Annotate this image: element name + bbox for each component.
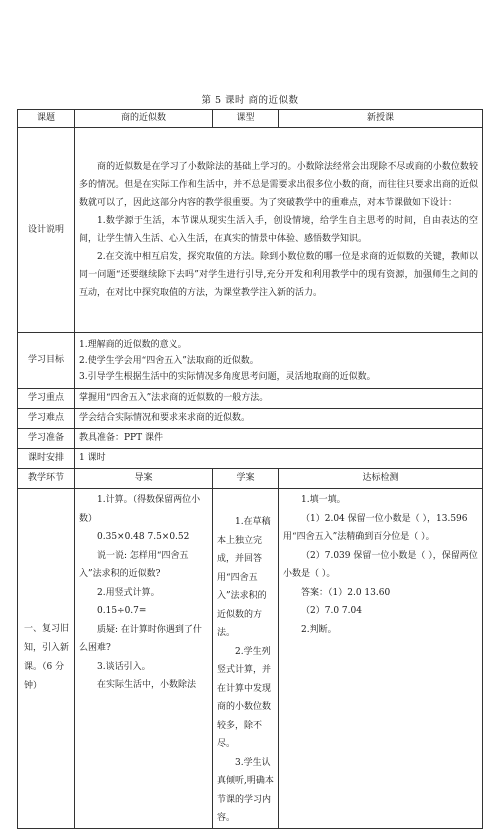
guide-header: 导案 (75, 469, 213, 489)
design-paragraph: 1.数学源于生活，本节课从现实生活入手，创设情境，给学生自主思考的时间，自由表达的空间，让学生情入生活、心入生活，在真实的情景中体验、感悟数学知识。 (79, 216, 479, 244)
lesson-plan-table (17, 109, 483, 829)
goals-row (18, 333, 483, 389)
design-paragraph: 商的近似数是在学习了小数除法的基础上学习的。小数除法经常会出现除不尽或商的小数位数较多的情况。但是在实际工作和生活中，并不总是需要求出很多位小数的商，而往往只要求出商的近似数就可以了，因此这部分内容的教学很重要。为了突破教学中的重难点，对本节课做如下设计： (79, 162, 479, 208)
type-value: 新授课 (279, 110, 483, 128)
key-point-label: 学习重点 (18, 389, 75, 409)
guide-line: 在实际生活中，小数除法 (97, 680, 197, 690)
check-line: （2）7.039 保留一位小数是（ ），保留两位小数是（ ）。 (283, 550, 478, 579)
schedule-label: 课时安排 (18, 449, 75, 469)
guide-line: 0.35×0.48 7.5×0.52 (97, 532, 190, 542)
topic-value: 商的近似数 (75, 110, 213, 128)
goal-item: 1.理解商的近似数的意义。 (79, 339, 187, 350)
guide-line: 说一说: 怎样用“四舍五入”法求积的近似数? (79, 550, 189, 579)
prep-row (18, 429, 483, 449)
difficulty-row (18, 409, 483, 429)
learn-line: 3.学生认真倾听,明确本节课的学习内容。 (217, 757, 274, 823)
learn-header: 学案 (213, 469, 279, 489)
design-paragraph: 2.在交流中相互启发，探究取值的方法。除到小数位数的哪一位是求商的近似数的关键，教师以同一问题“还要继续除下去吗”对学生进行引导,充分开发和利用教学中的现有资源，加强师生之间的互动，在对比中探究取值的方法，为课堂教学注入新的活力。 (79, 252, 479, 298)
check-line: 答案：（1）2.0 13.60 (301, 587, 391, 598)
check-line: （1）2.04 保留一位小数是（ ），13.596 用“四舍五入”法精确到百分位是（ ）。 (283, 513, 468, 542)
guide-line: 3.谈话引入。 (97, 661, 151, 672)
schedule-value: 1 课时 (75, 449, 483, 469)
stage-header: 教学环节 (18, 469, 75, 489)
guide-line: 0.15÷0.7= (97, 606, 147, 616)
learn-cell (213, 489, 279, 829)
goal-item: 3.引导学生根据生活中的实际情况多角度思考问题，灵活地取商的近似数。 (79, 371, 376, 382)
difficulty-value: 学会结合实际情况和要求来求商的近似数。 (75, 409, 483, 429)
schedule-row (18, 449, 483, 469)
goals-content (75, 333, 483, 389)
columns-header-row (18, 469, 483, 489)
check-header: 达标检测 (279, 469, 483, 489)
guide-line: 2.用竖式计算。 (97, 587, 160, 598)
design-label: 设计说明 (18, 128, 75, 333)
lesson-title: 第 5 课时 商的近似数 (201, 95, 299, 106)
prep-label: 学习准备 (18, 429, 75, 449)
header-row (18, 110, 483, 128)
check-line: （2）7.0 7.04 (301, 606, 362, 616)
goal-item: 2.使学生学会用“四舍五入”法取商的近似数。 (79, 355, 259, 366)
section-row (18, 489, 483, 829)
stage-cell: 一、复习旧知，引入新课。（6 分钟） (18, 489, 75, 829)
type-label: 课型 (213, 110, 279, 128)
guide-cell (75, 489, 213, 829)
check-line: 2.判断。 (301, 624, 337, 635)
design-content (75, 128, 483, 333)
check-line: 1.填一填。 (301, 495, 346, 505)
design-row (18, 128, 483, 333)
check-cell (279, 489, 483, 829)
key-point-value: 掌握用“四舍五入”法求商的近似数的一般方法。 (75, 389, 483, 409)
key-point-row (18, 389, 483, 409)
learn-line: 2.学生列竖式计算，并在计算中发现商的小数位数较多，除不尽。 (217, 646, 272, 749)
guide-line: 质疑: 在计算时你遇到了什么困难? (79, 624, 202, 653)
topic-label: 课题 (18, 110, 75, 128)
learn-line: 1.在草稿本上独立完成，并回答用“四舍五入”法求积的近似数的方法。 (217, 517, 271, 638)
guide-line: 1.计算。（得数保留两位小数） (79, 495, 201, 524)
prep-value: 教具准备：PPT 课件 (75, 429, 483, 449)
difficulty-label: 学习难点 (18, 409, 75, 429)
goals-label: 学习目标 (18, 333, 75, 389)
